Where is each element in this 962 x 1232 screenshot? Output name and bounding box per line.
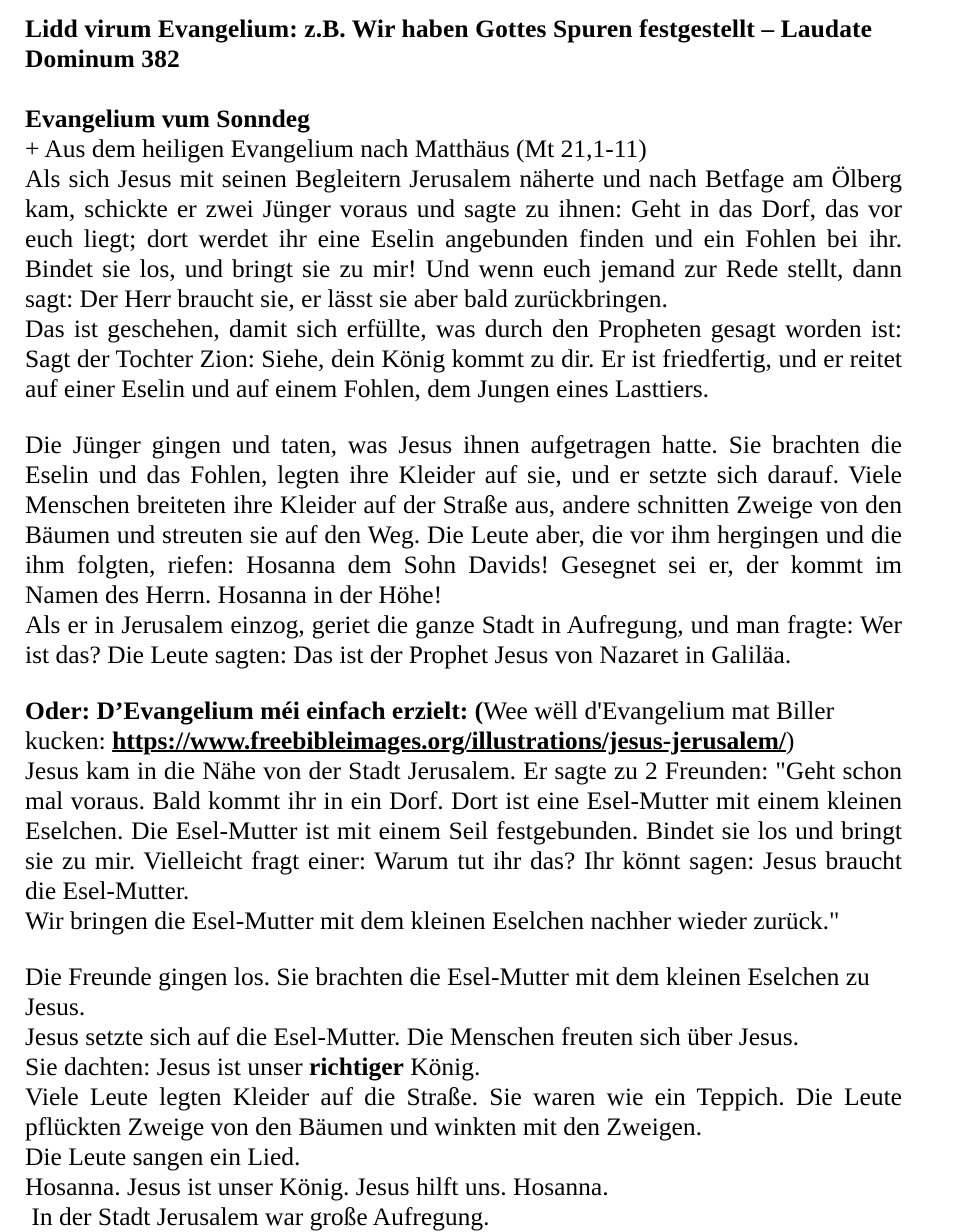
freebibleimages-link[interactable]: https://www.freebibleimages.org/illustrations/jesus-jerusalem/ (112, 726, 786, 755)
gospel-paragraph-3: Die Jünger gingen und taten, was Jesus ihnen aufgetragen hatte. Sie brachten die Eselin und das Fohlen, legten ihre Kleider auf sie, und er setzte sich darauf. Viele Menschen breiteten ihre Kleider auf der Straße aus, andere schnitten Zweige von den Bäumen und streuten sie auf den Weg. Die Leute aber, die vor ihm hergingen und die ihm folgten, riefen: Hosanna dem Sohn Davids! Gesegnet sei er, der kommt im Namen des Herrn. Hosanna in der Höhe! (25, 430, 902, 609)
gospel-section-heading: Evangelium vum Sonndeg (25, 104, 310, 133)
spacer (25, 670, 902, 696)
spacer (25, 75, 902, 104)
alternative-closing-paren: ) (785, 726, 795, 755)
alternative-intro-text: Wee wëll d'Evangelium mat Biller kucken: (25, 696, 835, 755)
gospel-paragraph-1: Als sich Jesus mit seinen Begleitern Jerusalem näherte und nach Betfage am Ölberg kam, schickte er zwei Jünger voraus und sagte zu ihnen: Geht in das Dorf, das vor euch liegt; dort werdet ihr eine Eselin angebunden finden und ein Fohlen bei ihr. Bindet sie los, und bringt sie zu mir! Und wenn euch jemand zur Rede stellt, dann sagt: Der Herr braucht sie, er lässt sie aber bald zurückbringen. (25, 164, 902, 313)
simple-line-3 (25, 1052, 902, 1082)
simple-line-3-suffix: König. (403, 1052, 481, 1081)
simple-paragraph-1: Jesus kam in die Nähe von der Stadt Jerusalem. Er sagte zu 2 Freunden: "Geht schon mal voraus. Bald kommt ihr in ein Dorf. Dort ist eine Esel-Mutter mit einem kleinen Eselchen. Die Esel-Mutter ist mit einem Seil festgebunden. Bindet sie los und bringt sie zu mir. Vielleicht fragt einer: Warum tut ihr das? Ihr könnt sagen: Jesus braucht die Esel-Mutter. (25, 756, 902, 905)
simple-line-3-prefix: Sie dachten: Jesus ist unser (25, 1052, 309, 1081)
spacer (25, 404, 902, 430)
spacer (25, 936, 902, 962)
gospel-paragraph-2: Das ist geschehen, damit sich erfüllte, was durch den Propheten gesagt worden ist: Sagt der Tochter Zion: Siehe, dein König kommt zu dir. Er ist friedfertig, und er reitet auf einer Eselin und auf einem Fohlen, dem Jungen eines Lasttiers. (25, 314, 902, 403)
simple-line-1: Wir bringen die Esel-Mutter mit dem kleinen Eselchen nachher wieder zurück." (25, 906, 840, 935)
emphasis-richtiger: richtiger (309, 1052, 404, 1081)
simple-line-5: Hosanna. Jesus ist unser König. Jesus hilft uns. Hosanna. (25, 1172, 609, 1201)
simple-line-2: Jesus setzte sich auf die Esel-Mutter. Die Menschen freuten sich über Jesus. (25, 1022, 799, 1051)
page-title: Lidd virum Evangelium: z.B. Wir haben Gottes Spuren festgestellt – Laudate Dominum 382 (25, 14, 873, 73)
simple-line-6: In der Stadt Jerusalem war große Aufregung. (25, 1202, 490, 1231)
simple-line-4: Die Leute sangen ein Lied. (25, 1142, 301, 1171)
gospel-paragraph-4: Als er in Jerusalem einzog, geriet die ganze Stadt in Aufregung, und man fragte: Wer ist das? Die Leute sagten: Das ist der Prophet Jesus von Nazaret in Galiläa. (25, 610, 902, 669)
alternative-intro (25, 696, 902, 756)
gospel-reference: + Aus dem heiligen Evangelium nach Matthäus (Mt 21,1-11) (25, 134, 647, 163)
simple-paragraph-2: Die Freunde gingen los. Sie brachten die Esel-Mutter mit dem kleinen Eselchen zu Jesus. (25, 962, 870, 1021)
alternative-heading-label: Oder: D’Evangelium méi einfach erzielt: ( (25, 696, 484, 725)
simple-paragraph-3: Viele Leute legten Kleider auf die Straße. Sie waren wie ein Teppich. Die Leute pflückten Zweige von den Bäumen und winkten mit den Zweigen. (25, 1082, 902, 1141)
